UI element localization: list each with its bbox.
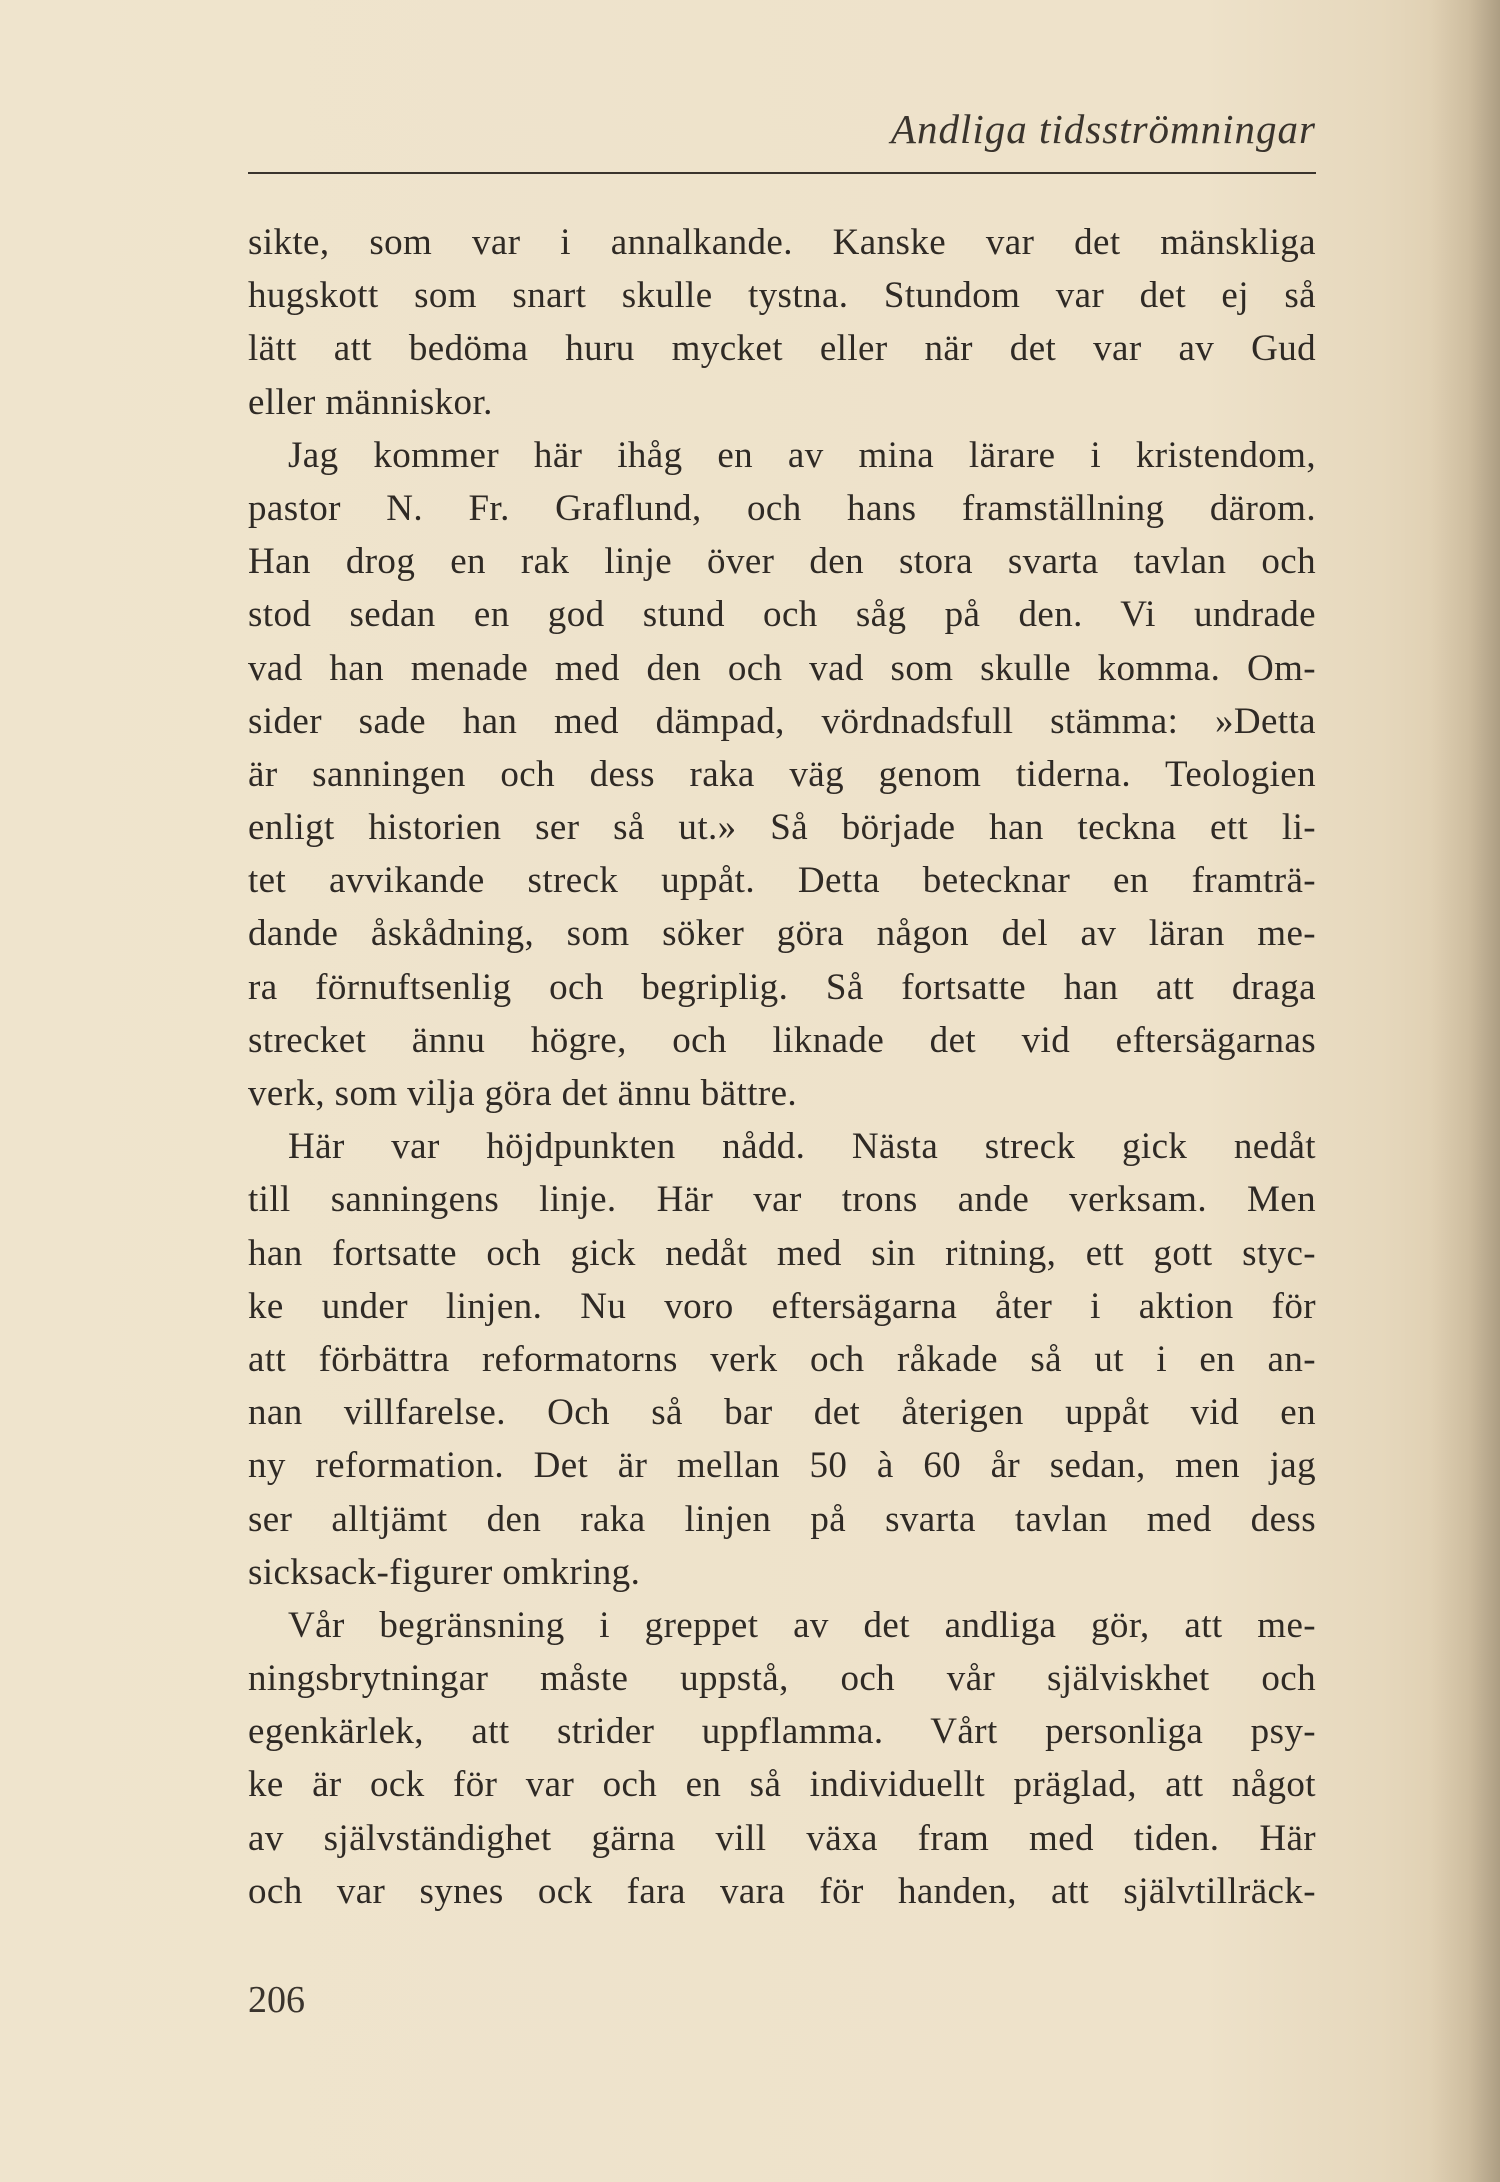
text-line: ny reformation. Det är mellan 50 à 60 år sedan, men jag [248,1445,1316,1487]
text-line: ke är ock för var och en så individuellt präglad, att något [248,1764,1316,1806]
page-number: 206 [248,1979,305,2021]
text-line: egenkärlek, att strider uppflamma. Vårt personliga psy- [248,1711,1316,1753]
text-line: till sanningens linje. Här var trons ande verksam. Men [248,1179,1316,1221]
header-rule [248,172,1316,174]
text-line: ra förnuftsenlig och begriplig. Så fortsatte han att draga [248,966,1316,1008]
text-line: dande åskådning, som söker göra någon del av läran me- [248,913,1316,955]
text-line: enligt historien ser så ut.» Så började han teckna ett li- [248,807,1316,849]
text-line: verk, som vilja göra det ännu bättre. [248,1073,798,1114]
text-line: strecket ännu högre, och liknade det vid eftersägarnas [248,1019,1316,1061]
text-line: han fortsatte och gick nedåt med sin ritning, ett gott styc- [248,1232,1316,1274]
text-line: sider sade han med dämpad, vördnadsfull stämma: »Detta [248,700,1316,742]
running-head: Andliga tidsströmningar [890,106,1316,152]
text-line: eller människor. [248,381,493,423]
text-line: lätt att bedöma huru mycket eller när det var av Gud [248,328,1316,370]
text-line: sikte, som var i annalkande. Kanske var det mänskliga [248,222,1316,263]
text-line: ser alltjämt den raka linjen på svarta tavlan med dess [248,1498,1316,1540]
text-line: nan villfarelse. Och så bar det återigen uppåt vid en [248,1392,1316,1434]
text-line: Vår begränsning i greppet av det andliga gör, att me- [288,1604,1316,1646]
text-line: och var synes ock fara vara för handen, att självtillräck- [248,1870,1316,1912]
text-line: ningsbrytningar måste uppstå, och vår själviskhet och [248,1658,1316,1700]
text-line: Här var höjdpunkten nådd. Nästa streck gick nedåt [288,1126,1316,1168]
text-line: är sanningen och dess raka väg genom tiderna. Teologien [248,753,1316,795]
text-line: ke under linjen. Nu voro eftersägarna åter i aktion för [248,1285,1316,1327]
text-line: att förbättra reformatorns verk och råkade så ut i en an- [248,1338,1316,1380]
body-text [248,216,1316,1918]
text-line: stod sedan en god stund och såg på den. Vi undrade [248,594,1316,636]
text-line: tet avvikande streck uppåt. Detta betecknar en framträ- [248,860,1316,902]
text-line: sicksack-figurer omkring. [248,1551,641,1593]
text-line: hugskott som snart skulle tystna. Stundom var det ej så [248,275,1316,317]
text-line: pastor N. Fr. Graflund, och hans framställning därom. [248,487,1316,529]
binding-shadow [1430,0,1500,2182]
text-line: Han drog en rak linje över den stora svarta tavlan och [248,541,1316,583]
text-line: vad han menade med den och vad som skulle komma. Om- [248,647,1316,689]
text-line: Jag kommer här ihåg en av mina lärare i kristendom, [288,434,1316,476]
text-line: av självständighet gärna vill växa fram med tiden. Här [248,1817,1316,1859]
